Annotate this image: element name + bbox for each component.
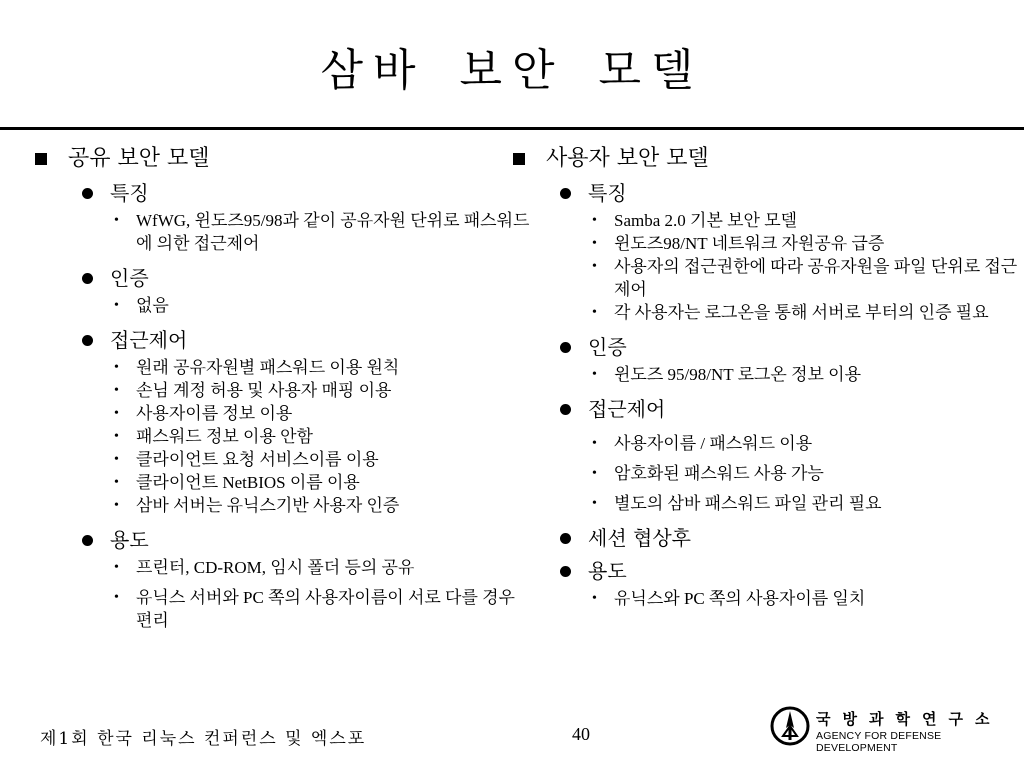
right-section-usage — [558, 556, 1020, 587]
right-section-access — [558, 394, 1020, 425]
square-bullet-icon — [35, 153, 47, 165]
section-label: 특징 — [110, 181, 149, 205]
right-heading — [510, 142, 1020, 176]
left-heading-label: 공유 보안 모델 — [68, 146, 210, 171]
square-bullet-icon — [513, 153, 525, 165]
list-item: • 암호화된 패스워드 사용 가능 — [592, 464, 824, 483]
right-heading-label: 사용자 보안 모델 — [546, 146, 709, 171]
list-item: • 클라이언트 요청 서비스이름 이용 — [114, 450, 379, 469]
right-section-auth — [558, 332, 1020, 363]
title-divider — [0, 127, 1024, 130]
agency-emblem-icon — [770, 706, 810, 746]
list-item: • 별도의 삼바 패스워드 파일 관리 필요 — [592, 494, 882, 513]
section-label: 용도 — [110, 528, 149, 552]
list-item: • 윈도즈 95/98/NT 로그온 정보 이용 — [592, 365, 862, 384]
list-item: • 각 사용자는 로그온을 통해 서버로 부터의 인증 필요 — [592, 303, 989, 322]
list-item: • 윈도즈98/NT 네트워크 자원공유 급증 — [592, 234, 885, 253]
slide-title: 삼바 보안 모델 — [320, 45, 704, 96]
left-section-features — [80, 178, 532, 209]
circle-bullet-icon — [82, 335, 93, 346]
list-item: • 사용자이름 / 패스워드 이용 — [592, 434, 813, 453]
list-item: • 없음 — [114, 296, 169, 315]
circle-bullet-icon — [560, 533, 571, 544]
list-item: • 유닉스 서버와 PC 쪽의 사용자이름이 서로 다를 경우 편리 — [114, 588, 515, 630]
page-number: 40 — [572, 724, 590, 744]
left-section-usage — [80, 525, 532, 556]
circle-bullet-icon — [560, 404, 571, 415]
agency-logo — [770, 706, 1010, 756]
list-item: • 사용자이름 정보 이용 — [114, 404, 293, 423]
list-item: • Samba 2.0 기본 보안 모델 — [592, 211, 798, 230]
list-item: • 유닉스와 PC 쪽의 사용자이름 일치 — [592, 589, 866, 608]
section-label: 특징 — [588, 181, 627, 205]
footer-event-name: 제1회 한국 리눅스 컨퍼런스 및 엑스포 — [40, 729, 367, 749]
section-label: 접근제어 — [588, 397, 666, 421]
circle-bullet-icon — [560, 566, 571, 577]
left-column — [32, 142, 532, 632]
circle-bullet-icon — [82, 535, 93, 546]
section-label: 세션 협상후 — [588, 526, 691, 550]
right-section-session — [558, 523, 1020, 554]
list-item: • 손님 계정 허용 및 사용자 매핑 이용 — [114, 381, 392, 400]
section-label: 인증 — [110, 266, 149, 290]
left-section-access — [80, 325, 532, 356]
left-heading — [32, 142, 532, 176]
left-section-auth — [80, 263, 532, 294]
list-item: • 클라이언트 NetBIOS 이름 이용 — [114, 473, 360, 492]
right-section-features — [558, 178, 1020, 209]
list-item: • WfWG, 윈도즈95/98과 같이 공유자원 단위로 패스워드에 의한 접근제어 — [114, 211, 530, 253]
section-label: 용도 — [588, 559, 627, 583]
circle-bullet-icon — [82, 273, 93, 284]
section-label: 접근제어 — [110, 328, 188, 352]
agency-name-english: AGENCY FOR DEFENSE DEVELOPMENT — [816, 730, 942, 754]
section-label: 인증 — [588, 335, 627, 359]
list-item: • 프린터, CD-ROM, 임시 폴더 등의 공유 — [114, 558, 415, 577]
list-item: • 사용자의 접근권한에 따라 공유자원을 파일 단위로 접근제어 — [592, 257, 1018, 299]
circle-bullet-icon — [560, 188, 571, 199]
list-item: • 패스워드 정보 이용 안함 — [114, 427, 313, 446]
circle-bullet-icon — [560, 342, 571, 353]
list-item: • 원래 공유자원별 패스워드 이용 원칙 — [114, 358, 400, 377]
agency-name-korean: 국방과학연구소 — [816, 710, 1002, 728]
right-column — [510, 142, 1020, 610]
circle-bullet-icon — [82, 188, 93, 199]
list-item: • 삼바 서버는 유닉스기반 사용자 인증 — [114, 496, 400, 515]
